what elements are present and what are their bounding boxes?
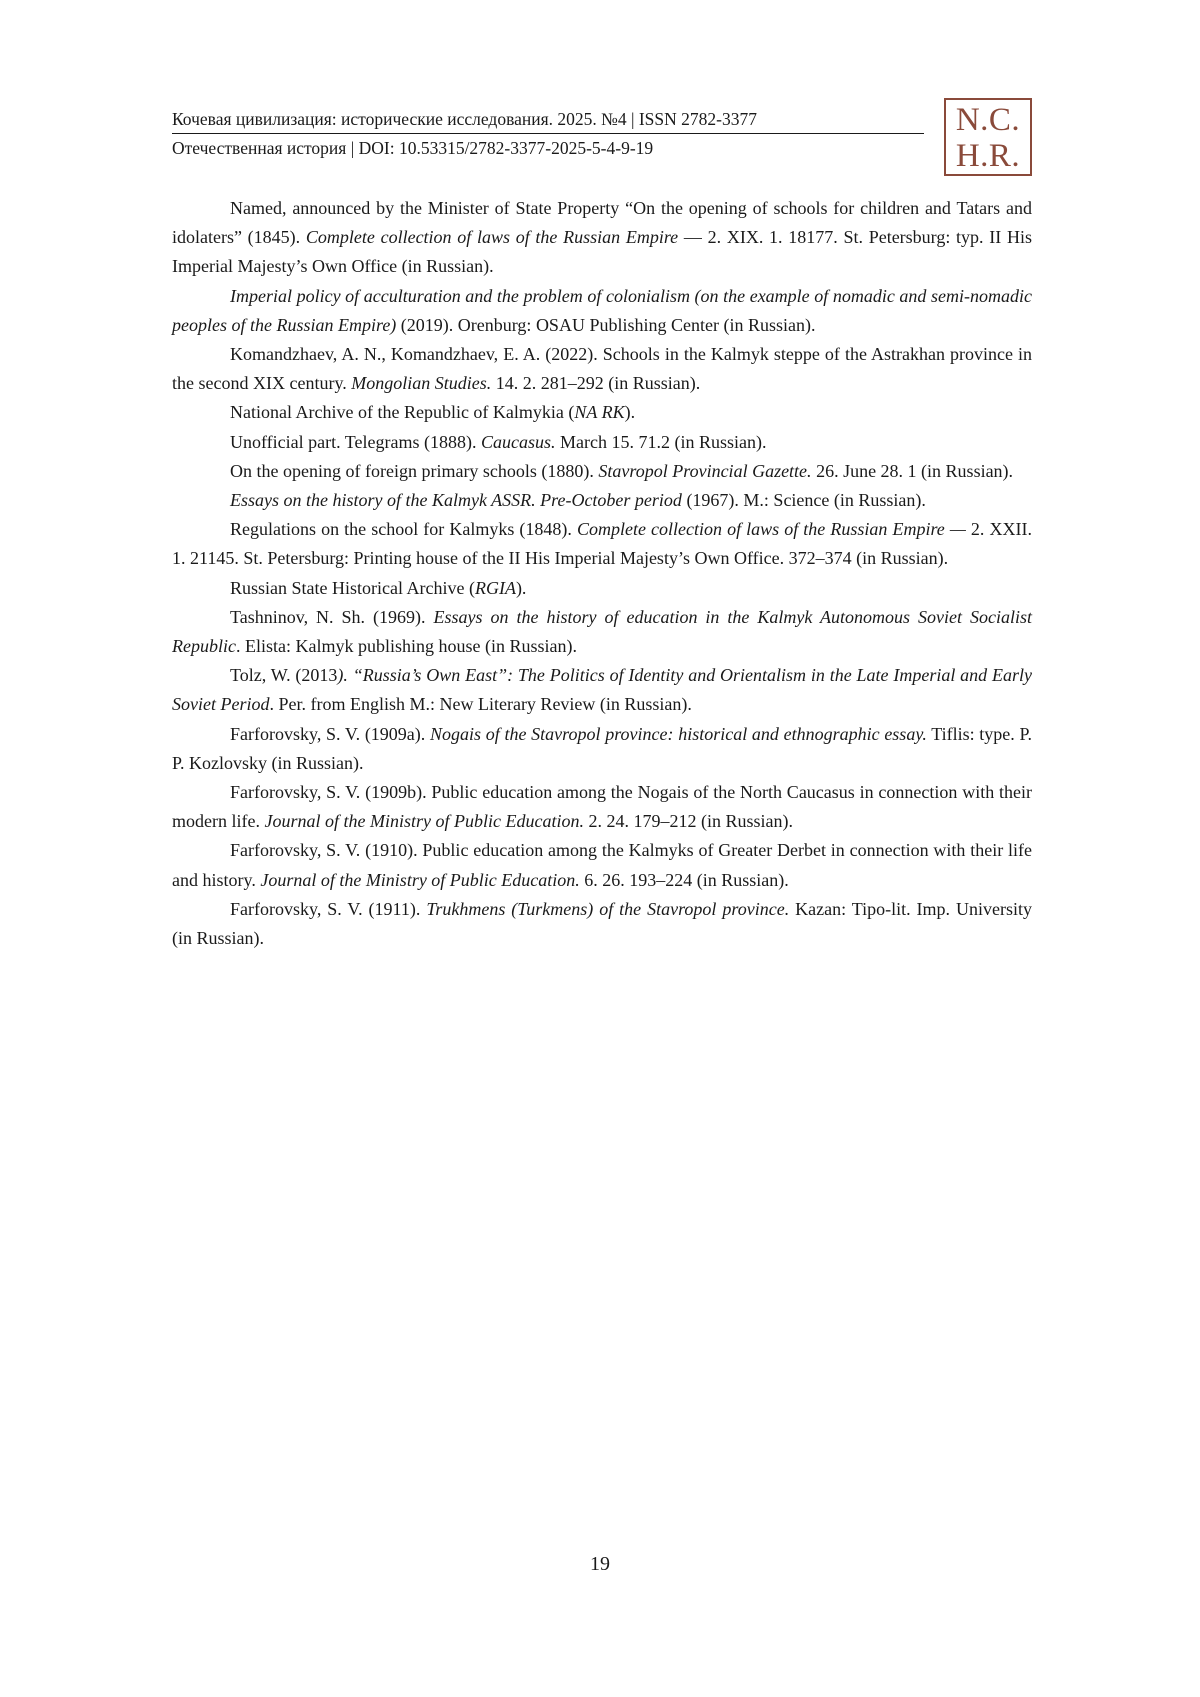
header-divider bbox=[172, 133, 924, 134]
reference-entry: Tolz, W. (2013). “Russia’s Own East”: The Politics of Identity and Orientalism in the Late Imperial and Early Soviet Period. Per. from English M.: New Literary Review (in Russian). bbox=[172, 665, 1032, 715]
reference-entry: Farforovsky, S. V. (1910). Public education among the Kalmyks of Greater Derbet in connection with their life and history. Journal of the Ministry of Public Education. 6. 26. 193–224 (in Russian). bbox=[172, 840, 1032, 890]
reference-entry: Imperial policy of acculturation and the problem of colonialism (on the example of nomadic and semi-nomadic peoples of the Russian Empire) (2019). Orenburg: OSAU Publishing Center (in Russian). bbox=[172, 285, 1032, 335]
reference-entry: Named, announced by the Minister of State Property “On the opening of schools for children and Tatars and idolaters” (1845). Complete collection of laws of the Russian Empire — 2. XIX. 1. 18177. St. Petersburg: typ. II His Imperial Majesty’s Own Office (in Russian). bbox=[172, 198, 1032, 277]
reference-entry: Regulations on the school for Kalmyks (1848). Complete collection of laws of the Russian Empire — 2. XXII. 1. 21145. St. Petersburg: Printing house of the II His Imperial Majesty’s Own Office. 372–374 (in Russian). bbox=[172, 519, 1032, 569]
logo-line-2: H.R. bbox=[955, 138, 1021, 174]
reference-entry: Essays on the history of the Kalmyk ASSR. Pre-October period (1967). M.: Science (in Russian). bbox=[230, 490, 926, 511]
reference-entry: Unofficial part. Telegrams (1888). Caucasus. March 15. 71.2 (in Russian). bbox=[230, 431, 767, 452]
section-doi-line: Отечественная история | DOI: 10.53315/2782-3377-2025-5-4-9-19 bbox=[172, 138, 654, 158]
reference-entry: Tashninov, N. Sh. (1969). Essays on the history of education in the Kalmyk Autonomous Soviet Socialist Republic. Elista: Kalmyk publishing house (in Russian). bbox=[172, 606, 1033, 657]
reference-entry: On the opening of foreign primary schools (1880). Stavropol Provincial Gazette. 26. June 28. 1 (in Russian). bbox=[230, 460, 1014, 481]
reference-entry: Komandzhaev, A. N., Komandzhaev, E. A. (2022). Schools in the Kalmyk steppe of the Astrakhan province in the second XIX century. Mongolian Studies. 14. 2. 281–292 (in Russian). bbox=[172, 344, 1032, 394]
reference-entry: Russian State Historical Archive (RGIA). bbox=[230, 577, 527, 598]
journal-title-line: Кочевая цивилизация: исторические исследования. 2025. №4 | ISSN 2782-3377 bbox=[172, 109, 757, 129]
reference-entry: National Archive of the Republic of Kalmykia (NA RK). bbox=[230, 402, 636, 423]
page-number: 19 bbox=[590, 1553, 610, 1575]
reference-list bbox=[172, 194, 1032, 953]
logo-line-1: N.C. bbox=[955, 102, 1021, 138]
journal-logo bbox=[944, 98, 1032, 176]
reference-entry: Farforovsky, S. V. (1909a). Nogais of the Stavropol province: historical and ethnographic essay. Tiflis: type. P. P. Kozlovsky (in Russian). bbox=[172, 723, 1033, 773]
running-header bbox=[172, 106, 924, 161]
reference-entry: Farforovsky, S. V. (1909b). Public education among the Nogais of the North Caucasus in connection with their modern life. Journal of the Ministry of Public Education. 2. 24. 179–212 (in Russian). bbox=[172, 782, 1032, 832]
reference-entry: Farforovsky, S. V. (1911). Trukhmens (Turkmens) of the Stavropol province. Kazan: Tipo-lit. Imp. University (in Russian). bbox=[172, 898, 1032, 949]
